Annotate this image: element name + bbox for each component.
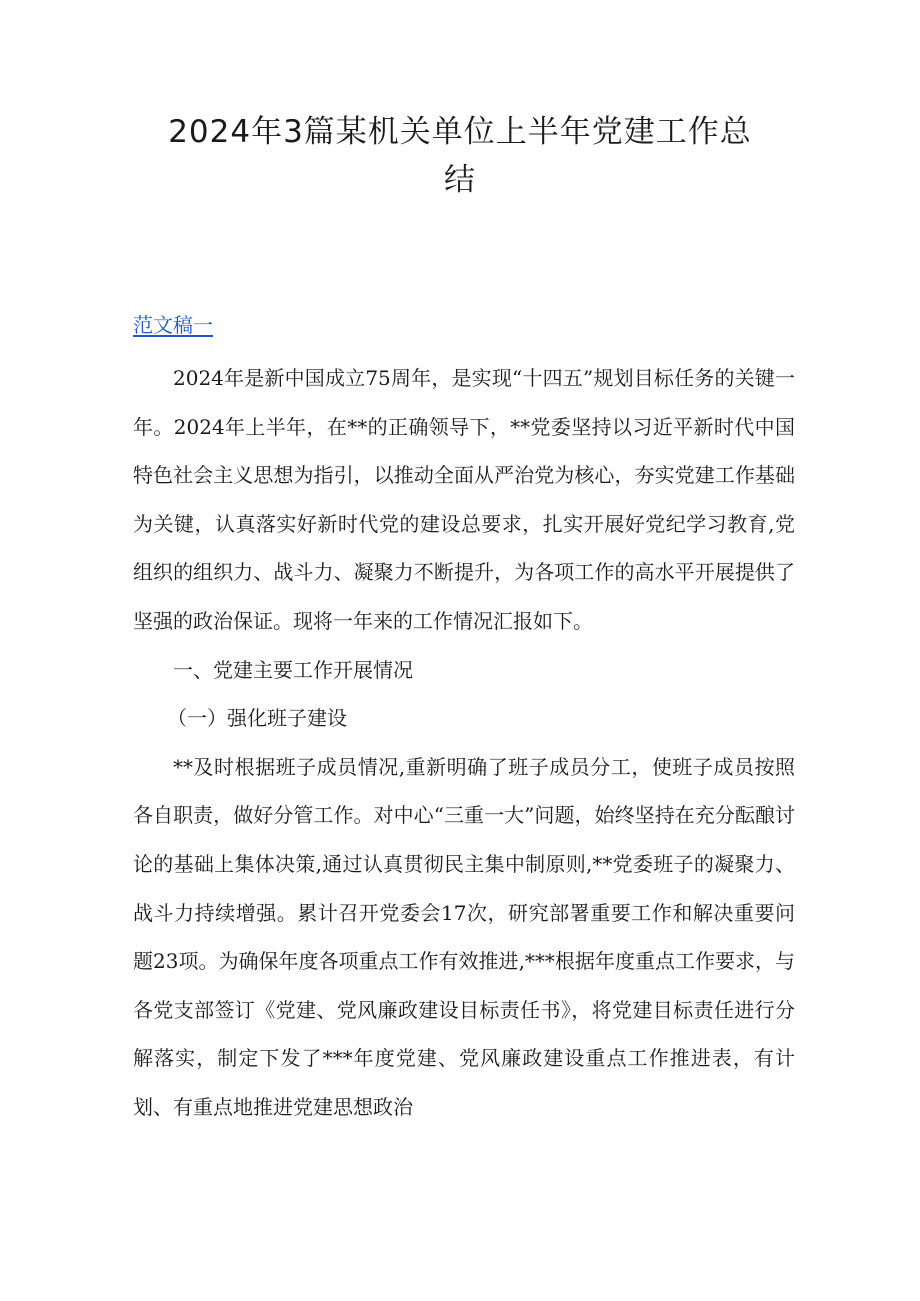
section-heading: 一、党建主要工作开展情况: [173, 657, 413, 682]
subsection-paragraph: **及时根据班子成员情况,重新明确了班子成员分工，使班子成员按照各自职责，做好分管工作。对中心“三重一大”问题，始终坚持在充分酝酿讨论的基础上集体决策,通过认真贯彻民主集中制原则,**党委班子的凝聚力、战斗力持续增强。累计召开党委会17次，研究部署重要工作和解决重要问题23项。为确保年度各项重点工作有效推进,***根据年度重点工作要求，与各党支部签订《党建、党风廉政建设目标责任书》，将党建目标责任进行分解落实，制定下发了***年度党建、党风廉政建设重点工作推进表，有计划、有重点地推进党建思想政治: [133, 754, 795, 1119]
subsection-heading: （一）强化班子建设: [167, 706, 347, 731]
intro-paragraph: 2024年是新中国成立75周年，是实现“十四五”规划目标任务的关键一年。2024年上半年，在**的正确领导下，**党委坚持以习近平新时代中国特色社会主义思想为指引，以推动全面从严治党为核心，夯实党建工作基础为关键，认真落实好新时代党的建设总要求，扎实开展好党纪学习教育,党组织的组织力、战斗力、凝聚力不断提升，为各项工作的高水平开展提供了坚强的政治保证。现将一年来的工作情况汇报如下。: [133, 366, 795, 633]
title-line-1: 2024年3篇某机关单位上半年党建工作总: [168, 114, 752, 150]
sample-draft-link[interactable]: 范文稿一: [133, 313, 213, 337]
document-title: [150, 108, 770, 204]
title-line-2: 结: [444, 162, 476, 198]
document-body: [133, 354, 795, 1132]
